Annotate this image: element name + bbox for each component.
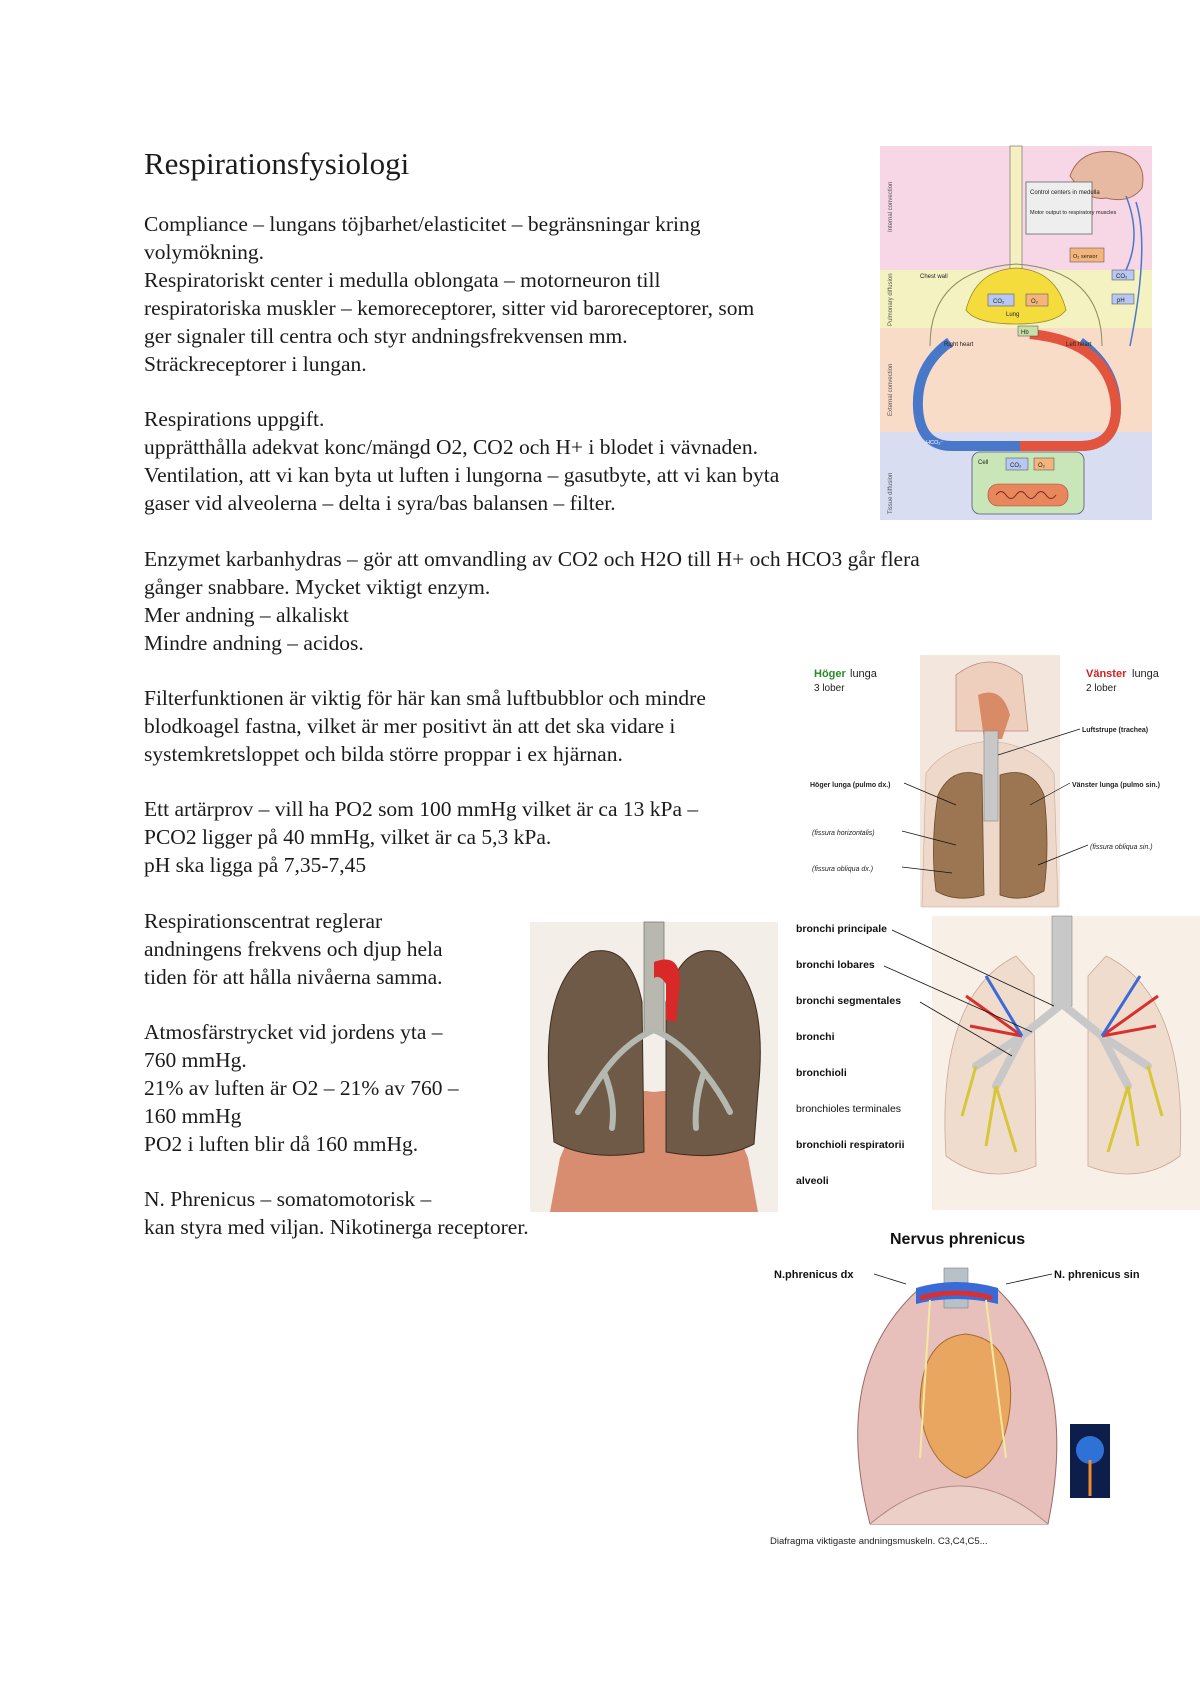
bronchi-label: bronchi [796,1031,835,1043]
left-lung-shape [1000,773,1047,899]
text-line: PO2 i luften blir då 160 mmHg. [144,1132,419,1156]
left-lung-word: lunga [1132,668,1159,680]
left-lung-label: Vänster lunga (pulmo sin.) [1072,782,1160,789]
pointer-line [1006,1274,1052,1284]
phrenicus-caption: Diafragma viktigaste andningsmuskeln. C3,C4,C5... [770,1536,988,1547]
bronchi-label: bronchioli respiratorii [796,1139,905,1151]
trachea-label: Luftstrupe (trachea) [1082,727,1149,734]
hb-label: Hb [1021,330,1029,336]
paragraph-atmosfar [144,1018,459,1158]
right-lung-shape [933,773,984,899]
bronchi-label: bronchi principale [796,923,888,935]
fissura-obliqua-dx-label: (fissura obliqua dx.) [812,866,874,873]
text-line: gånger snabbare. Mycket viktigt enzym. [144,575,491,599]
fissura-horizontalis-label: (fissura horizontalis) [812,830,875,837]
text-line: 160 mmHg [144,1104,242,1128]
text-line: Enzymet karbanhydras – gör att omvandling av CO2 och H2O till H+ och HCO3 går flera [144,547,920,571]
right-lobes: 3 lober [814,683,845,694]
motor-output-label: Motor output to respiratory muscles [1030,210,1117,216]
text-line: Mindre andning – acidos. [144,631,364,655]
right-lung-label: Höger lunga (pulmo dx.) [810,782,891,789]
fissura-obliqua-sin-label: (fissura obliqua sin.) [1090,844,1153,851]
paragraph-filter [144,684,706,768]
zone-label: Pulmonary diffusion [888,273,894,326]
page-title: Respirationsfysiologi [144,146,410,181]
phrenicus-title: Nervus phrenicus [890,1231,1026,1248]
cell-co2-label: CO₂ [1010,463,1022,469]
o2-label: O₂ [1031,299,1038,305]
paragraph-respirationscentrat [144,907,443,991]
cell-label: Cell [978,460,989,466]
left-heart-label: Left heart [1066,342,1092,348]
text-line: ger signaler till centra och styr andningsfrekvensen mm. [144,324,628,348]
paragraph-artarprov [144,795,698,879]
text-line: 760 mmHg. [144,1048,247,1072]
control-centers-label: Control centers in medulla [1030,190,1100,196]
text-line: Compliance – lungans töjbarhet/elasticitet – begränsningar kring [144,212,701,236]
phrenicus-figure [770,1228,1140,1558]
left-lung-title: Vänster [1086,668,1127,680]
labeled-lungs-figure [806,655,1174,907]
bronchi-label: bronchioles terminales [796,1103,902,1115]
zone-label: External convection [888,363,894,416]
bronchi-label: bronchi lobares [796,959,875,971]
text-line: Atmosfärstrycket vid jordens yta – [144,1020,443,1044]
text-line: gaser vid alveolerna – delta i syra/bas balansen – filter. [144,491,616,515]
paragraph-karbanhydras [144,545,920,657]
text-line: blodkoagel fastna, vilket är mer positivt än att det ska vidare i [144,714,676,738]
text-line: Ett artärprov – vill ha PO2 som 100 mmHg vilket är ca 13 kPa – [144,797,699,821]
co2-side-label: CO₂ [1116,274,1128,280]
paragraph-uppgift [144,405,779,517]
respiration-control-diagram [880,146,1152,520]
paragraph-phrenicus [144,1185,529,1241]
text-line: systemkretsloppet och bilda större proppar i ex hjärnan. [144,742,623,766]
phrenicus-dx-label: N.phrenicus dx [774,1269,854,1281]
text-line: Ventilation, att vi kan byta ut luften i lungorna – gasutbyte, att vi kan byta [144,463,780,487]
left-lobes: 2 lober [1086,683,1117,694]
trachea-shape [1052,916,1072,1006]
o2-sensor-label: O₂ sensor [1073,254,1098,260]
chest-wall-label: Chest wall [920,274,948,280]
hco3-label: HCO₃⁻ [926,440,944,446]
text-line: N. Phrenicus – somatomotorisk – [144,1187,432,1211]
right-lung-word: lunga [850,668,877,680]
cell-o2-label: O₂ [1038,463,1045,469]
brain-scan-head-shape [1076,1436,1104,1464]
bronchi-figure [796,916,1200,1210]
text-line: Respiratoriskt center i medulla oblongata – motorneuron till [144,268,661,292]
text-line: tiden för att hålla nivåerna samma. [144,965,443,989]
right-lung-title: Höger [814,668,846,680]
pointer-line [874,1274,906,1284]
trachea-shape [984,731,998,821]
left-lung-shape [666,951,760,1156]
text-line: upprätthålla adekvat konc/mängd O2, CO2 och H+ i blodet i vävnaden. [144,435,758,459]
text-line: 21% av luften är O2 – 21% av 760 – [144,1076,459,1100]
zone-label: Internal convection [888,181,894,232]
text-line: PCO2 ligger på 40 mmHg, vilket är ca 5,3 kPa. [144,825,552,849]
ph-label: pH [1117,298,1125,304]
text-line: Respirations uppgift. [144,407,325,431]
text-line: respiratoriska muskler – kemoreceptorer, sitter vid baroreceptorer, som [144,296,755,320]
bronchi-label: bronchi segmentales [796,995,902,1007]
co2-label: CO₂ [993,299,1005,305]
text-line: Sträckreceptorer i lungan. [144,352,367,376]
right-heart-label: Right heart [944,342,974,348]
text-line: andningens frekvens och djup hela [144,937,443,961]
right-lung-shape [548,951,644,1156]
bronchi-label: bronchioli [796,1067,847,1079]
trachea-shape [1010,146,1022,270]
lung-label: Lung [1006,312,1020,318]
paragraph-compliance [144,210,754,378]
bronchi-label: alveoli [796,1175,829,1187]
text-line: Mer andning – alkaliskt [144,603,349,627]
text-line: Filterfunktionen är viktig för här kan små luftbubblor och mindre [144,686,706,710]
text-line: pH ska ligga på 7,35-7,45 [144,853,367,877]
zone-label: Tissue diffusion [888,472,894,514]
phrenicus-sin-label: N. phrenicus sin [1054,1269,1140,1281]
text-line: Respirationscentrat reglerar [144,909,383,933]
text-line: kan styra med viljan. Nikotinerga receptorer. [144,1215,529,1239]
text-line: volymökning. [144,240,265,264]
lungs-diaphragm-figure [530,922,778,1212]
